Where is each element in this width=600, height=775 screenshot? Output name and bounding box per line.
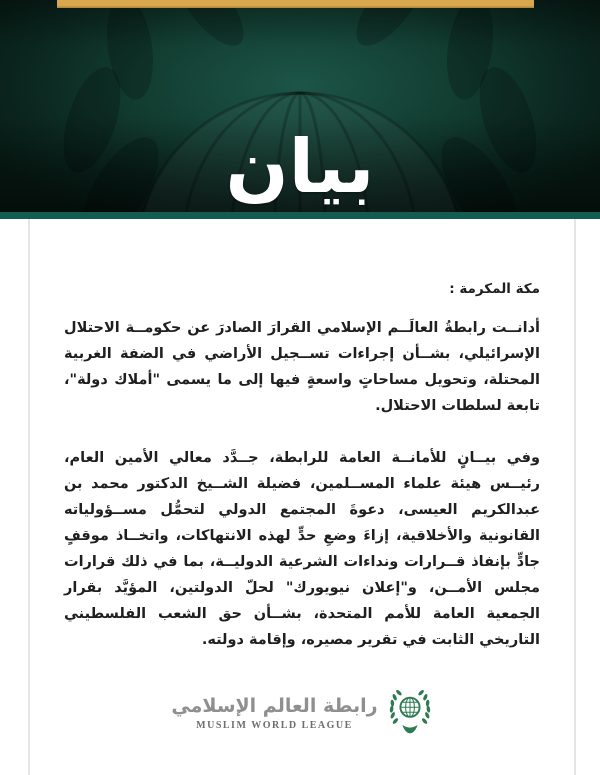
statement-paragraph-1: أدانــت رابطةُ العالَــم الإسلامي القرارَ الصادرَ عن حكومــة الاحتلال الإسرائيلي، بشــأن إجراءات تســجيل الأراضي في الضفة الغربية المحتلة، وتحويل مساحاتٍ واسعةٍ فيها إلى ما يسمى "أملاك دولة"، تابعة لسلطات الاحتلال. <box>64 320 540 414</box>
logo-arabic-calligraphy: رابطة العالم الإسلامي <box>171 694 378 717</box>
logo-english-wordmark: MUSLIM WORLD LEAGUE <box>196 720 353 732</box>
globe-wreath-icon <box>387 687 433 739</box>
teal-divider <box>0 212 600 219</box>
statement-card <box>28 219 576 775</box>
header-banner <box>0 0 600 212</box>
banner-title: بيان <box>225 123 375 210</box>
statement-paragraph-2: وفي بيــانٍ للأمانــة العامة للرابطة، جــدَّد معالي الأمين العام، رئيــس هيئة علماء المســلمين، فضيلة الشــيخ الدكتور محمد بن عبدالكريم العيسى، دعوةَ المجتمع الدولي لتحمُّل مســؤولياته القانونية والأخلاقية، إزاءَ وضعِ حدٍّ لهذه الانتهاكات، واتخــاذ موقفٍ جادٍّ بإنفاذ قــرارات ونداءات الشرعية الدوليــة، بما في ذلك قرارات مجلس الأمــن، و"إعلان نيويورك" لحلّ الدولتين، المؤيَّد بقرار الجمعية العامة للأمم المتحدة، بشــأن حق الشعب الفلسطيني التاريخي الثابت في تقرير مصيره، وإقامة دولته. <box>64 450 540 648</box>
mwl-logo-text <box>171 695 377 732</box>
gold-accent-bar <box>57 0 534 8</box>
dateline: مكة المكرمة : <box>449 281 540 297</box>
mwl-logo <box>64 687 540 739</box>
